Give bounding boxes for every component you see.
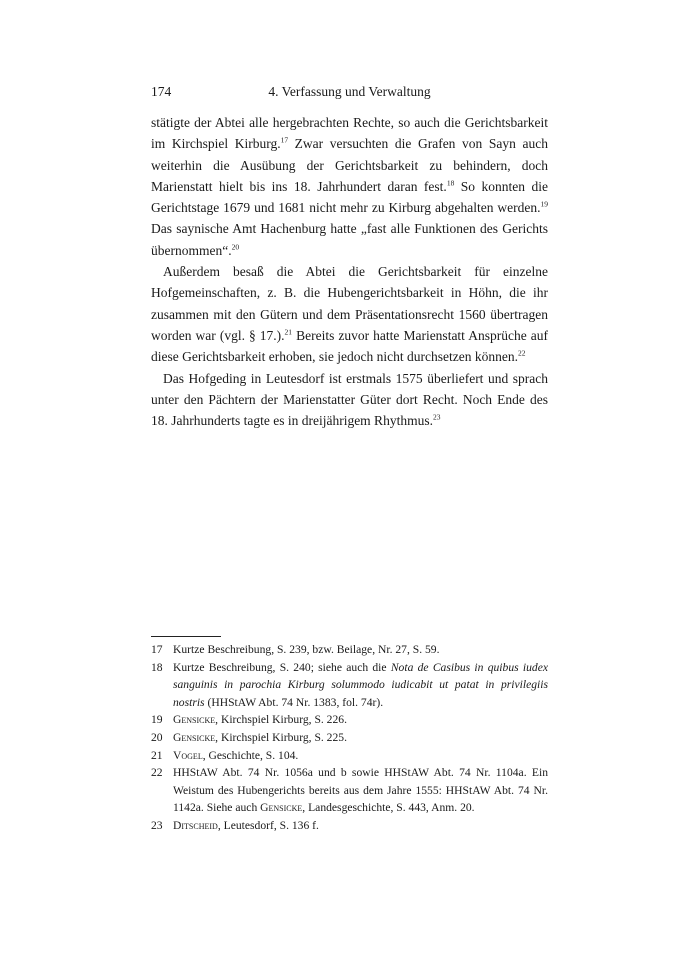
page-number: 174: [151, 84, 172, 99]
author-name: Vogel: [173, 748, 203, 762]
footnote-number: 21: [151, 748, 163, 762]
footnote-ref[interactable]: 17: [280, 135, 289, 145]
text-run: Das Hofgeding in Leutesdorf ist erstmals 1575 überliefert und sprach unter den Pächtern der Marienstatter Güter dort Recht. Noch Ende des 18. Jahrhunderts tagte es in dreijährigem Rhythmus.: [151, 370, 548, 429]
footnotes: [151, 641, 548, 835]
footnote-text: [173, 747, 548, 765]
page-header: [151, 84, 548, 104]
footnote-text: Kurtze Beschreibung, S. 239, bzw. Beilage, Nr. 27, S. 59.: [173, 643, 440, 656]
footnote-number: 19: [151, 713, 163, 727]
footnote-ref[interactable]: 19: [540, 199, 548, 209]
body-text: [151, 112, 548, 431]
text-run: Außerdem besaß die Abtei die Gerichtsbarkeit für einzelne Hofgemeinschaften, z. B. die Hubengerichtsbarkeit in Höhn, die ihr zusammen mit den Gütern und dem Präsentationsrecht 1560 übertragen worden war (vgl. § 17.).: [151, 264, 548, 343]
footnote-ref[interactable]: 20: [231, 242, 240, 252]
text-run: Kurtze Beschreibung, S. 240; siehe auch die: [173, 660, 391, 674]
text-run: , Landesgeschichte, S. 443, Anm. 20.: [302, 801, 475, 815]
text-run: , Geschichte, S. 104.: [202, 748, 299, 762]
footnote-number: 17: [151, 643, 163, 656]
text-run: So konnten die Gerichtstage 1679 und 1681 nicht mehr zu Kirburg abgehalten werden.: [151, 178, 548, 216]
footnote-text: [173, 659, 548, 712]
footnote-ref[interactable]: 23: [432, 412, 441, 422]
footnote-text: [173, 817, 548, 835]
footnote-number: 18: [151, 660, 163, 674]
footnote-22: [151, 764, 548, 817]
text-run: , Kirchspiel Kirburg, S. 226.: [215, 713, 347, 727]
text-run: , Leutesdorf, S. 136 f.: [217, 818, 319, 832]
footnote-21: [151, 747, 548, 765]
footnote-number: 23: [151, 818, 163, 832]
footnote-17: [151, 641, 548, 659]
text-run: Das saynische Amt Hachenburg hatte „fast alle Funktionen des Gerichts übernommen“.: [151, 221, 548, 258]
footnote-19: [151, 711, 548, 729]
footnote-number: 22: [151, 766, 163, 780]
footnote-18: [151, 659, 548, 712]
text-run: (HHStAW Abt. 74 Nr. 1383, fol. 74r).: [204, 695, 384, 709]
footnote-20: [151, 729, 548, 747]
author-name: Ditscheid: [173, 818, 218, 832]
footnote-text: [173, 729, 548, 747]
paragraph-1: [151, 112, 548, 261]
footnote-ref[interactable]: 22: [518, 348, 526, 358]
footnote-text: [173, 711, 548, 729]
running-head: 4. Verfassung und Verwaltung: [268, 84, 431, 99]
footnote-ref[interactable]: 21: [284, 327, 293, 337]
text-run: Bereits zuvor hatte Marienstatt Ansprüche auf diese Gerichtsbarkeit erhoben, sie jedoch nicht durchsetzen können.: [151, 327, 549, 365]
footnote-text: [173, 764, 548, 817]
text-run: , Kirchspiel Kirburg, S. 225.: [215, 730, 347, 744]
footnote-divider: [151, 636, 221, 637]
paragraph-2: [151, 261, 548, 367]
text-run: Zwar versuchten die Grafen von Sayn auch weiterhin die Ausübung der Gerichtsbarkeit zu behindern, doch Marienstatt hielt bis ins 18. Jahrhundert daran fest.: [151, 136, 548, 194]
footnote-23: [151, 817, 548, 835]
text-run: HHStAW Abt. 74 Nr. 1056a und b sowie HHStAW Abt. 74 Nr. 1104a. Ein Weistum des Hubengerichts bereits aus dem Jahre 1555: HHStAW Abt. 74 Nr. 1142a. Siehe auch: [173, 766, 548, 815]
footnote-number: 20: [151, 730, 163, 744]
footnote-ref[interactable]: 18: [446, 178, 455, 188]
paragraph-3: [151, 368, 548, 432]
author-name: Gensicke: [260, 801, 303, 815]
text-run: stätigte der Abtei alle hergebrachten Rechte, so auch die Gerichtsbarkeit im Kirchspiel Kirburg.: [151, 115, 548, 152]
author-name: Gensicke: [173, 730, 216, 744]
latin-title: Nota de Casibus in quibus iudex sanguinis in parochia Kirburg solummodo iudicabit ut patat in privilegiis nostris: [173, 660, 548, 709]
author-name: Gensicke: [173, 713, 216, 727]
